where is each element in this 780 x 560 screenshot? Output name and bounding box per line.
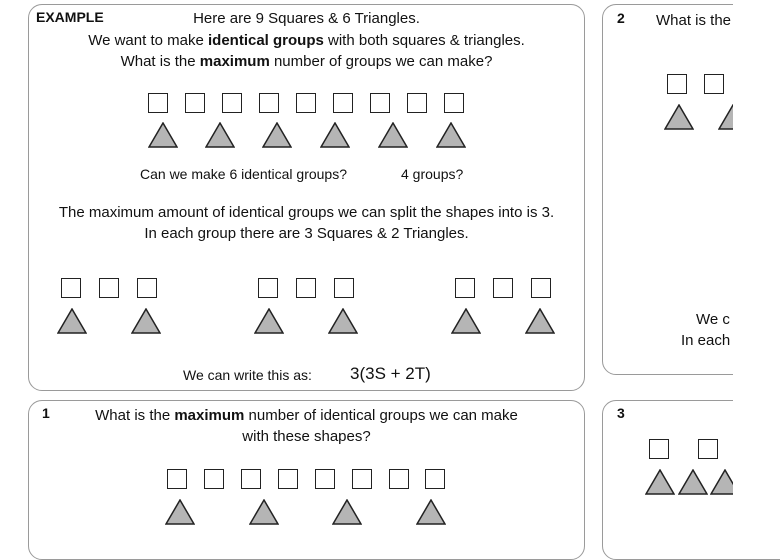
question-2-text-a: We c — [696, 311, 730, 328]
triangle — [451, 308, 481, 334]
square — [241, 469, 261, 489]
square — [167, 469, 187, 489]
square — [455, 278, 475, 298]
square — [222, 93, 242, 113]
question-1-line-2: with these shapes? — [242, 428, 371, 445]
square — [148, 93, 168, 113]
question-1-line-1-bold: maximum — [174, 407, 245, 424]
example-question-a: Can we make 6 identical groups? — [140, 166, 348, 182]
triangle — [131, 308, 161, 334]
triangle — [416, 499, 446, 525]
question-1-number: 1 — [42, 405, 50, 421]
square — [704, 74, 724, 94]
triangle — [436, 122, 466, 148]
example-line-2-start: We want to make — [88, 32, 208, 49]
example-answer-line-1: The maximum amount of identical groups we can split the shapes into is 3. — [58, 204, 555, 221]
example-question-b: 4 groups? — [401, 166, 464, 182]
example-line-3-bold: maximum — [199, 53, 270, 70]
question-2-text-b: In each — [681, 332, 731, 349]
square — [493, 278, 513, 298]
triangle — [525, 308, 555, 334]
square — [61, 278, 81, 298]
question-1-line-1 — [28, 407, 585, 425]
triangle — [678, 469, 708, 495]
right-margin — [733, 0, 780, 540]
square — [278, 469, 298, 489]
triangle — [262, 122, 292, 148]
square — [425, 469, 445, 489]
square — [296, 93, 316, 113]
triangle — [249, 499, 279, 525]
square — [667, 74, 687, 94]
example-line-2-bold: identical groups — [207, 32, 324, 49]
square — [296, 278, 316, 298]
triangle — [320, 122, 350, 148]
example-tag: EXAMPLE — [36, 9, 104, 25]
square — [334, 278, 354, 298]
triangle — [205, 122, 235, 148]
question-1-line-1-start: What is the — [95, 407, 175, 424]
square — [649, 439, 669, 459]
example-line-1: Here are 9 Squares & 6 Triangles. — [193, 10, 420, 27]
square — [444, 93, 464, 113]
square — [259, 93, 279, 113]
example-line-3-start: What is the — [120, 53, 200, 70]
triangle — [378, 122, 408, 148]
question-2-number: 2 — [617, 10, 625, 26]
square — [352, 469, 372, 489]
square — [370, 93, 390, 113]
example-write-label: We can write this as: — [183, 367, 312, 383]
question-2-line-1: What is the — [656, 12, 732, 29]
question-1-line-1-end: number of identical groups we can make — [244, 407, 518, 424]
square — [333, 93, 353, 113]
triangle — [165, 499, 195, 525]
example-line-2 — [28, 32, 585, 50]
example-expression: 3(3S + 2T) — [350, 364, 431, 383]
example-line-3-end: number of groups we can make? — [269, 53, 493, 70]
triangle — [664, 104, 694, 130]
square — [407, 93, 427, 113]
triangle — [328, 308, 358, 334]
triangle — [332, 499, 362, 525]
square — [99, 278, 119, 298]
square — [389, 469, 409, 489]
square — [258, 278, 278, 298]
triangle — [645, 469, 675, 495]
example-line-3 — [28, 53, 585, 71]
square — [698, 439, 718, 459]
square — [137, 278, 157, 298]
triangle — [254, 308, 284, 334]
square — [204, 469, 224, 489]
triangle — [148, 122, 178, 148]
square — [531, 278, 551, 298]
square — [185, 93, 205, 113]
example-answer-line-2: In each group there are 3 Squares & 2 Triangles. — [144, 225, 469, 242]
example-line-2-end: with both squares & triangles. — [323, 32, 525, 49]
triangle — [57, 308, 87, 334]
square — [315, 469, 335, 489]
question-3-number: 3 — [617, 405, 625, 421]
